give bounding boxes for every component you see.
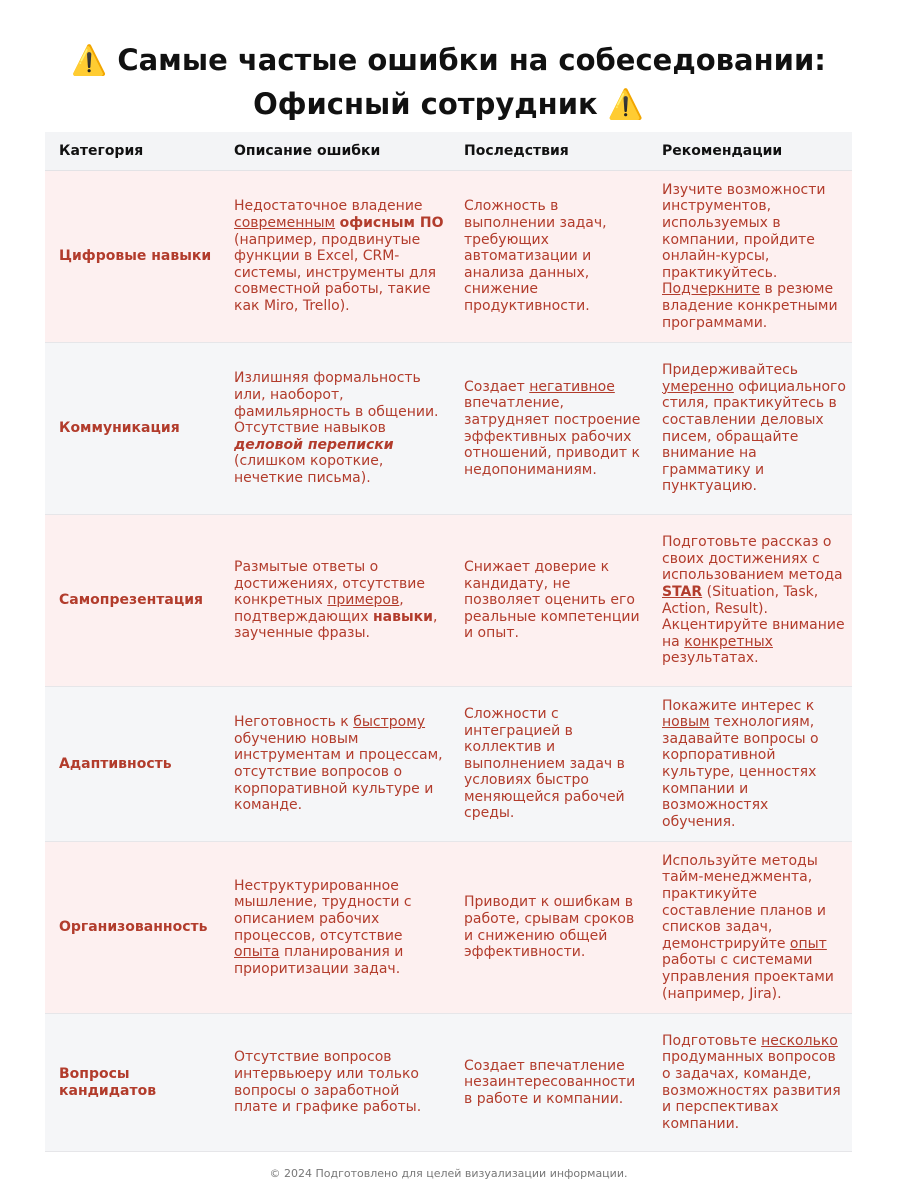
category-cell: Коммуникация <box>45 343 220 515</box>
cell-text: Неготовность к <box>234 714 354 731</box>
cell-text: , заученные фразы. <box>234 608 438 642</box>
header-recommendations: Рекомендации <box>648 132 852 171</box>
cell-text: работы с системами управления проектами (например, Jira). <box>662 952 834 1002</box>
consequences-cell <box>450 1014 648 1152</box>
cell-text: Подготовьте <box>662 1032 762 1049</box>
cell-text: Используйте методы тайм-менеджмента, практикуйте составление планов и списков задач, демонстрируйте <box>662 852 827 952</box>
header-description: Описание ошибки <box>220 132 450 171</box>
page-title <box>0 38 897 126</box>
table-row <box>45 343 852 515</box>
cell-text: официального стиля, практикуйтесь в составлении деловых писем, обращайте внимание на грамматику и пунктуацию. <box>662 378 846 495</box>
description-cell <box>220 515 450 687</box>
header-category: Категория <box>45 132 220 171</box>
consequences-cell <box>450 842 648 1014</box>
cell-text: продуманных вопросов о задачах, команде, возможностях развития и перспективах компании. <box>662 1049 841 1132</box>
cell-text: планирования и приоритизации задач. <box>234 944 404 977</box>
cell-text: Снижает доверие к кандидату, не позволяет оценить его реальные компетенции и опыт. <box>464 559 640 642</box>
emphasis-text: навыки <box>372 608 433 625</box>
cell-text: Излишняя формальность или, наоборот, фамильярность в общении. Отсутствие навыков <box>234 370 439 437</box>
recommendations-cell <box>648 343 852 515</box>
table-row <box>45 515 852 687</box>
consequences-cell <box>450 343 648 515</box>
emphasis-text: офисным ПО <box>339 215 444 232</box>
recommendations-cell <box>648 842 852 1014</box>
emphasis-text: опыта <box>234 944 280 961</box>
cell-text: , подтверждающих <box>234 592 404 625</box>
table-header <box>45 132 852 171</box>
emphasis-text: несколько <box>761 1032 838 1049</box>
page-title-line-2: Офисный сотрудник ⚠️ <box>253 87 644 121</box>
header-consequences: Последствия <box>450 132 648 171</box>
recommendations-cell <box>648 687 852 842</box>
category-cell: Организованность <box>45 842 220 1014</box>
cell-text: Создает <box>464 378 530 395</box>
emphasis-text: деловой переписки <box>234 436 394 453</box>
description-cell <box>220 842 450 1014</box>
category-cell: Вопросы кандидатов <box>45 1014 220 1152</box>
emphasis-text: умеренно <box>662 378 734 395</box>
cell-text: Покажите интерес к <box>662 697 815 714</box>
cell-text: Приводит к ошибкам в работе, срывам сроков и снижению общей эффективности. <box>464 894 635 961</box>
consequences-cell <box>450 687 648 842</box>
description-cell <box>220 171 450 343</box>
cell-text: Придерживайтесь <box>662 362 799 379</box>
cell-text: Подготовьте рассказ о своих достижениях с использованием метода <box>662 534 843 584</box>
category-cell: Самопрезентация <box>45 515 220 687</box>
table-row <box>45 687 852 842</box>
cell-text: (Situation, Task, Action, Result). Акцентируйте внимание на <box>662 583 845 650</box>
cell-text: обучению новым инструментам и процессам, отсутствие вопросов о корпоративной культуре и команде. <box>234 730 443 814</box>
footer-copyright: © 2024 Подготовлено для целей визуализации информации. <box>269 1167 628 1180</box>
page-title-line-1: ⚠️ Самые частые ошибки на собеседовании: <box>71 43 826 77</box>
emphasis-text: новым <box>662 714 710 731</box>
mistakes-table <box>45 132 852 1152</box>
cell-text: Размытые ответы о достижениях, отсутствие конкретных <box>234 559 425 609</box>
cell-text: результатах. <box>662 650 759 667</box>
description-cell <box>220 343 450 515</box>
cell-text: технологиям, задавайте вопросы о корпоративной культуре, ценностях компании и возможностях обучения. <box>662 714 819 830</box>
cell-text: (например, продвинутые функции в Excel, CRM-системы, инструменты для совместной работы, такие как Miro, Trello). <box>234 231 437 314</box>
emphasis-text: негативное <box>529 378 615 395</box>
cell-text: Сложность в выполнении задач, требующих автоматизации и анализа данных, снижение продуктивности. <box>464 198 607 314</box>
cell-text: Сложности с интеграцией в коллектив и выполнением задач в условиях быстро меняющейся рабочей среды. <box>464 705 625 822</box>
header-row <box>45 132 852 171</box>
cell-text: впечатление, затрудняет построение эффективных рабочих отношений, приводит к недопониманиям. <box>464 395 641 478</box>
category-cell: Цифровые навыки <box>45 171 220 343</box>
consequences-cell <box>450 515 648 687</box>
cell-text: (слишком короткие, нечеткие письма). <box>234 453 384 486</box>
cell-text: Изучите возможности инструментов, используемых в компании, пройдите онлайн-курсы, практикуйтесь. <box>662 181 826 281</box>
emphasis-text: примеров <box>327 592 400 609</box>
description-cell <box>220 1014 450 1152</box>
cell-text: в резюме владение конкретными программами. <box>662 281 838 331</box>
table-row <box>45 1014 852 1152</box>
category-cell: Адаптивность <box>45 687 220 842</box>
emphasis-text: быстрому <box>353 714 426 731</box>
cell-text: Неструктурированное мышление, трудности с описанием рабочих процессов, отсутствие <box>234 877 412 944</box>
description-cell <box>220 687 450 842</box>
emphasis-text: STAR <box>662 583 703 600</box>
cell-text: Отсутствие вопросов интервьюеру или только вопросы о заработной плате и графике работы. <box>234 1049 422 1116</box>
emphasis-text: конкретных <box>684 633 773 650</box>
emphasis-text: Подчеркните <box>662 281 761 298</box>
cell-text: Недостаточное владение <box>234 198 423 215</box>
recommendations-cell <box>648 515 852 687</box>
recommendations-cell <box>648 1014 852 1152</box>
cell-text: Создает впечатление незаинтересованности в работе и компании. <box>464 1057 636 1107</box>
table-row <box>45 171 852 343</box>
recommendations-cell <box>648 171 852 343</box>
table-row <box>45 842 852 1014</box>
emphasis-text: опыт <box>789 935 827 952</box>
emphasis-text: современным <box>234 215 336 232</box>
consequences-cell <box>450 171 648 343</box>
